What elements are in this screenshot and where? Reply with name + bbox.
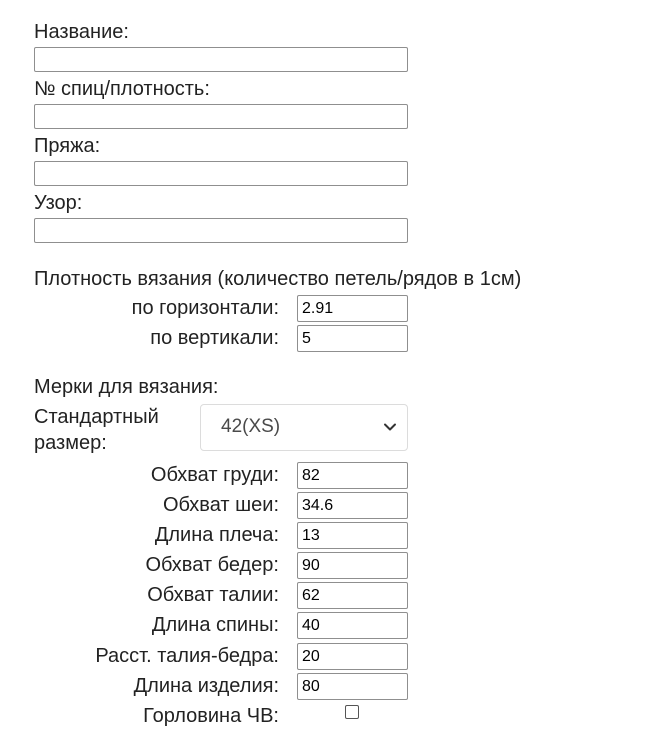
name-label: Название: [34, 21, 129, 43]
gauge-horizontal-input[interactable] [297, 295, 408, 322]
shoulder-label: Длина плеча: [154, 524, 279, 546]
waist-input[interactable] [297, 582, 408, 609]
needles-input[interactable] [34, 104, 408, 129]
hips-label: Обхват бедер: [145, 554, 279, 576]
shoulder-input[interactable] [297, 522, 408, 549]
pattern-input[interactable] [34, 218, 408, 243]
gauge-title: Плотность вязания (количество петель/рядов в 1см) [34, 268, 522, 290]
waist-hip-input[interactable] [297, 643, 408, 670]
gauge-vertical-label: по вертикали: [150, 327, 279, 349]
gauge-vertical-input[interactable] [297, 325, 408, 352]
chevron-down-icon [383, 420, 397, 434]
neck-label: Обхват шеи: [162, 494, 279, 516]
neck-input[interactable] [297, 492, 408, 519]
waist-hip-label: Расст. талия-бедра: [95, 645, 279, 667]
back-length-label: Длина спины: [151, 614, 279, 636]
standard-size-label: Стандартный размер: [34, 406, 159, 454]
chest-input[interactable] [297, 462, 408, 489]
hips-input[interactable] [297, 552, 408, 579]
pattern-label: Узор: [34, 192, 83, 214]
gauge-horizontal-label: по горизонтали: [131, 297, 279, 319]
neckline-label: Горловина ЧВ: [143, 705, 279, 727]
yarn-input[interactable] [34, 161, 408, 186]
waist-label: Обхват талии: [147, 584, 279, 606]
name-input[interactable] [34, 47, 408, 72]
needles-label: № спиц/плотность: [34, 78, 210, 100]
measurements-title: Мерки для вязания: [34, 376, 219, 398]
yarn-label: Пряжа: [34, 135, 101, 157]
chest-label: Обхват груди: [150, 464, 279, 486]
neckline-checkbox[interactable] [345, 705, 359, 719]
back-length-input[interactable] [297, 612, 408, 639]
standard-size-select[interactable] [200, 404, 408, 451]
garment-length-input[interactable] [297, 673, 408, 700]
standard-size-value: 42(XS) [221, 416, 281, 437]
garment-length-label: Длина изделия: [133, 675, 279, 697]
